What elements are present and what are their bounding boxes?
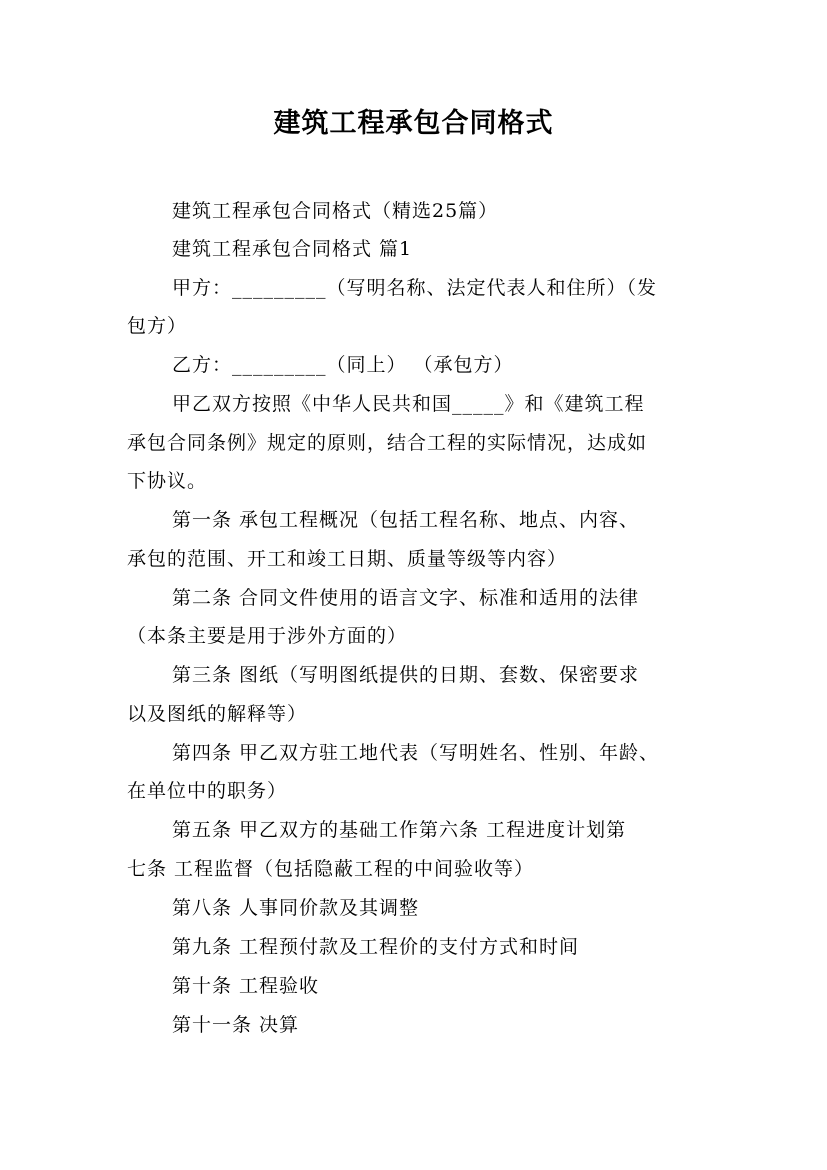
- paragraph-line: 乙方：_________（同上） （承包方）: [172, 354, 514, 376]
- clause-line: 七条 工程监督（包括隐蔽工程的中间验收等）: [127, 858, 535, 880]
- clause-line: 第九条 工程预付款及工程价的支付方式和时间: [172, 936, 580, 958]
- clause-line: 第八条 人事同价款及其调整: [172, 897, 420, 919]
- section-heading: 建筑工程承包合同格式 篇1: [172, 238, 413, 260]
- clause-line: 第三条 图纸（写明图纸提供的日期、套数、保密要求: [172, 664, 640, 686]
- clause-line: 第四条 甲乙双方驻工地代表（写明姓名、性别、年龄、: [172, 742, 660, 764]
- clause-line: （本条主要是用于涉外方面的）: [127, 625, 408, 647]
- paragraph-line: 甲方：_________（写明名称、法定代表人和住所）（发: [172, 277, 658, 299]
- clause-line: 承包的范围、开工和竣工日期、质量等级等内容）: [127, 548, 568, 570]
- clause-line: 第二条 合同文件使用的语言文字、标准和适用的法律: [172, 587, 640, 609]
- clause-line: 第十条 工程验收: [172, 975, 320, 997]
- clause-line: 第五条 甲乙双方的基础工作第六条 工程进度计划第: [172, 819, 627, 841]
- document-title: 建筑工程承包合同格式: [273, 108, 554, 139]
- paragraph-line: 下协议。: [127, 470, 208, 492]
- clause-line: 在单位中的职务）: [127, 780, 288, 802]
- paragraph-line: 包方）: [127, 315, 188, 337]
- clause-line: 第十一条 决算: [172, 1014, 300, 1036]
- clause-line: 第一条 承包工程概况（包括工程名称、地点、内容、: [172, 509, 640, 531]
- paragraph-line: 承包合同条例》规定的原则，结合工程的实际情况，达成如: [127, 432, 648, 454]
- subtitle-line: 建筑工程承包合同格式（精选25篇）: [172, 200, 499, 222]
- paragraph-line: 甲乙双方按照《中华人民共和国_____》和《建筑工程: [172, 393, 645, 415]
- clause-line: 以及图纸的解释等）: [127, 703, 308, 725]
